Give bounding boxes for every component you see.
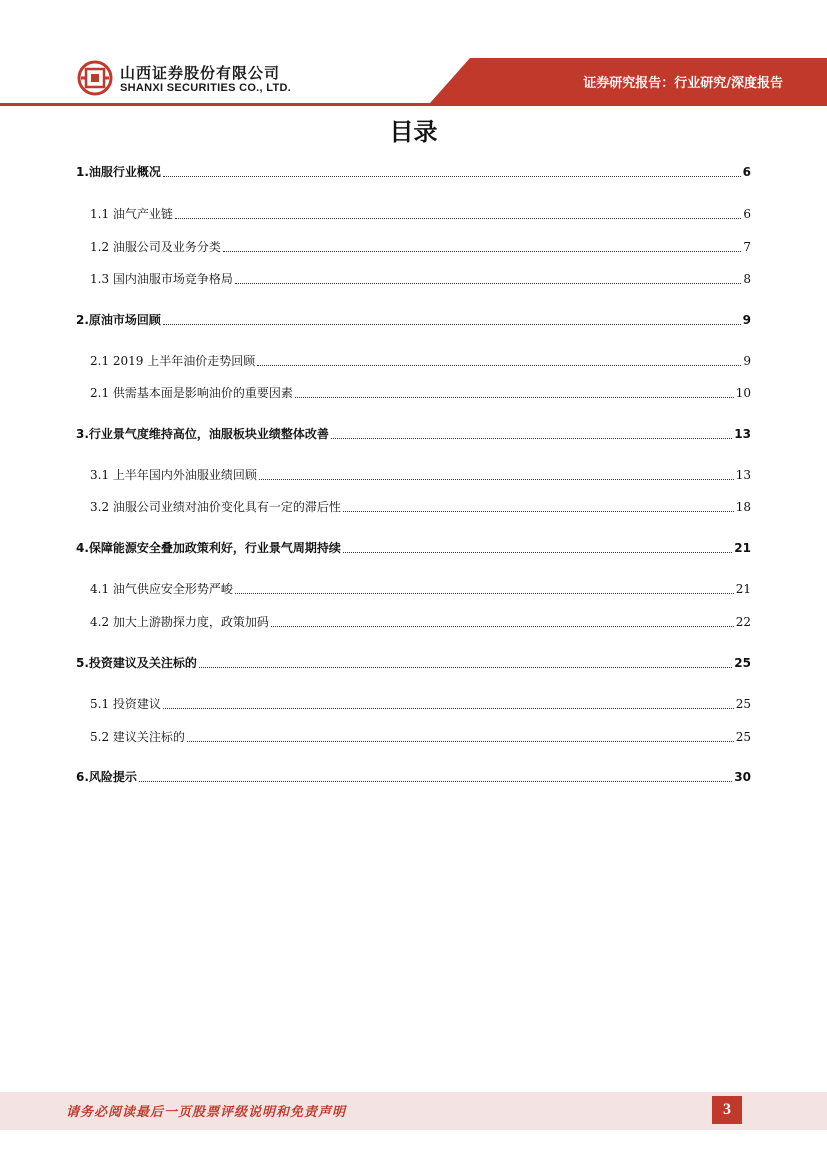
toc-leader-dots bbox=[343, 551, 732, 553]
toc-leader-dots bbox=[175, 217, 741, 219]
toc-entry-label: 5.2 建议关注标的 bbox=[90, 730, 185, 744]
toc-leader-dots bbox=[139, 780, 732, 782]
toc-entry-page: 6 bbox=[743, 207, 751, 221]
company-logo-icon bbox=[77, 60, 113, 96]
toc-entry-page: 25 bbox=[735, 730, 751, 744]
toc-entry-page: 8 bbox=[743, 272, 751, 286]
toc-entry[interactable] bbox=[90, 695, 751, 713]
report-type-label: 证券研究报告：行业研究/深度报告 bbox=[583, 76, 783, 91]
page-title: 目录 bbox=[389, 118, 438, 146]
toc-entry-label: 5.投资建议及关注标的 bbox=[76, 656, 197, 670]
toc-entry-page: 10 bbox=[735, 386, 751, 400]
page-number: 3 bbox=[712, 1096, 742, 1124]
toc-entry-label: 4.保障能源安全叠加政策利好，行业景气周期持续 bbox=[76, 541, 341, 555]
company-name-cn: 山西证券股份有限公司 bbox=[120, 64, 281, 82]
toc-leader-dots bbox=[163, 323, 741, 325]
toc-entry[interactable] bbox=[90, 270, 751, 288]
toc-leader-dots bbox=[223, 250, 741, 252]
toc-entry-label: 1.2 油服公司及业务分类 bbox=[90, 240, 221, 254]
toc-leader-dots bbox=[235, 592, 734, 594]
toc-entry-page: 30 bbox=[734, 770, 751, 784]
toc-entry[interactable] bbox=[76, 768, 751, 786]
company-name-en: SHANXI SECURITIES CO., LTD. bbox=[120, 82, 292, 94]
toc-entry-page: 7 bbox=[743, 240, 751, 254]
toc-entry-page: 13 bbox=[734, 427, 751, 441]
toc-entry-page: 9 bbox=[742, 313, 751, 327]
toc-leader-dots bbox=[331, 437, 732, 439]
toc-entry-page: 13 bbox=[735, 468, 751, 482]
toc-entry[interactable] bbox=[90, 352, 751, 370]
toc-entry-label: 1.油服行业概况 bbox=[76, 165, 161, 179]
toc-entry-page: 25 bbox=[734, 656, 751, 670]
toc-leader-dots bbox=[343, 510, 734, 512]
toc-entry[interactable] bbox=[90, 498, 751, 516]
toc-entry-page: 6 bbox=[742, 165, 751, 179]
toc-leader-dots bbox=[257, 364, 741, 366]
toc-leader-dots bbox=[259, 478, 734, 480]
toc-entry-label: 4.2 加大上游勘探力度，政策加码 bbox=[90, 615, 269, 629]
toc-entry-label: 1.1 油气产业链 bbox=[90, 207, 173, 221]
toc-entry-label: 2.1 供需基本面是影响油价的重要因素 bbox=[90, 386, 293, 400]
toc-entry[interactable] bbox=[90, 384, 751, 402]
toc-entry-label: 4.1 油气供应安全形势严峻 bbox=[90, 582, 233, 596]
toc-leader-dots bbox=[271, 625, 734, 627]
toc-entry[interactable] bbox=[76, 311, 751, 329]
toc-entry[interactable] bbox=[76, 654, 751, 672]
toc-entry-page: 21 bbox=[735, 582, 751, 596]
toc-entry[interactable] bbox=[76, 163, 751, 181]
toc-entry[interactable] bbox=[90, 466, 751, 484]
toc-entry-page: 22 bbox=[735, 615, 751, 629]
toc-entry[interactable] bbox=[90, 580, 751, 598]
toc-entry-label: 3.2 油服公司业绩对油价变化具有一定的滞后性 bbox=[90, 500, 341, 514]
toc-entry[interactable] bbox=[90, 205, 751, 223]
toc-entry[interactable] bbox=[90, 728, 751, 746]
toc-leader-dots bbox=[295, 396, 734, 398]
toc-leader-dots bbox=[235, 282, 741, 284]
page-header bbox=[0, 0, 827, 110]
toc-leader-dots bbox=[187, 740, 734, 742]
toc-entry[interactable] bbox=[76, 425, 751, 443]
toc-entry-label: 3.行业景气度维持高位，油服板块业绩整体改善 bbox=[76, 427, 329, 441]
footer-disclaimer: 请务必阅读最后一页股票评级说明和免责声明 bbox=[66, 1105, 347, 1120]
toc-entry-label: 2.原油市场回顾 bbox=[76, 313, 161, 327]
toc-leader-dots bbox=[199, 666, 732, 668]
toc-leader-dots bbox=[163, 707, 734, 709]
toc-entry[interactable] bbox=[76, 539, 751, 557]
toc-entry-page: 18 bbox=[735, 500, 751, 514]
toc-entry-label: 3.1 上半年国内外油服业绩回顾 bbox=[90, 468, 257, 482]
toc-entry[interactable] bbox=[90, 613, 751, 631]
toc-entry-label: 2.1 2019 上半年油价走势回顾 bbox=[90, 354, 256, 368]
toc-leader-dots bbox=[163, 175, 741, 177]
toc-entry-label: 1.3 国内油服市场竞争格局 bbox=[90, 272, 233, 286]
toc-entry-page: 25 bbox=[735, 697, 751, 711]
toc-entry[interactable] bbox=[90, 238, 751, 256]
toc-entry-page: 21 bbox=[734, 541, 751, 555]
toc-entry-page: 9 bbox=[743, 354, 751, 368]
toc-entry-label: 6.风险提示 bbox=[76, 770, 137, 784]
toc-entry-label: 5.1 投资建议 bbox=[90, 697, 161, 711]
